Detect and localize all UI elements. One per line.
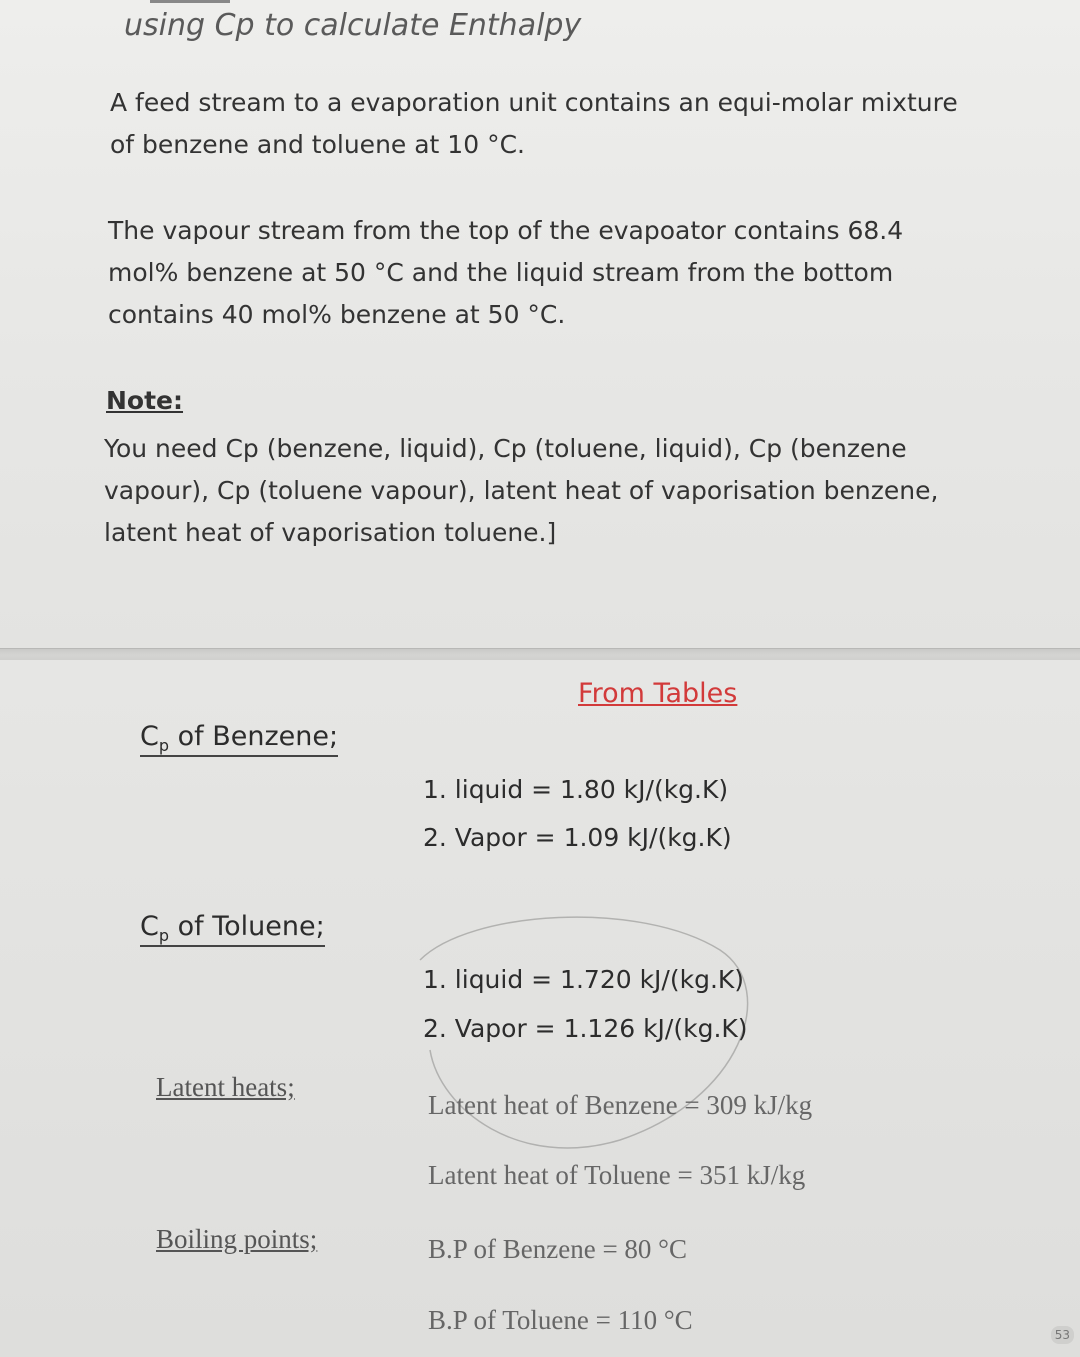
problem-paragraph-feed: A feed stream to a evaporation unit contains an equi-molar mixture of benzene and toluene at 10 °C. (110, 88, 958, 159)
page-title: using Cp to calculate Enthalpy (124, 8, 582, 43)
title-overline (150, 0, 230, 3)
cp-toluene-label-c: C (140, 911, 159, 942)
cp-toluene-liquid: 1. liquid = 1.720 kJ/(kg.K) (423, 965, 745, 994)
latent-heat-toluene: Latent heat of Toluene = 351 kJ/kg (428, 1160, 806, 1190)
problem-statement-panel (0, 0, 1080, 648)
cp-benzene-liquid: 1. liquid = 1.80 kJ/(kg.K) (423, 775, 729, 804)
page-number-badge: 53 (1051, 1326, 1074, 1344)
problem-paragraph-streams: The vapour stream from the top of the evapoator contains 68.4 mol% benzene at 50 °C and the liquid stream from the bottom contains 40 mol% benzene at 50 °C. (108, 216, 904, 329)
cp-toluene-label (140, 912, 325, 947)
boiling-point-benzene: B.P of Benzene = 80 °C (428, 1234, 687, 1264)
boiling-point-toluene: B.P of Toluene = 110 °C (428, 1305, 693, 1335)
cp-benzene-label-c: C (140, 721, 159, 752)
note-body: You need Cp (benzene, liquid), Cp (toluene, liquid), Cp (benzene vapour), Cp (toluene vapour), latent heat of vaporisation benzene, latent heat of vaporisation toluene.] (104, 434, 939, 547)
cp-toluene-vapor: 2. Vapor = 1.126 kJ/(kg.K) (423, 1014, 748, 1043)
latent-heats-label: Latent heats; (156, 1072, 295, 1102)
cp-toluene-label-text: of Toluene; (169, 911, 325, 942)
cp-benzene-label-sub: p (158, 736, 170, 755)
note-heading: Note: (106, 386, 184, 415)
cp-toluene-label-sub: p (158, 926, 170, 945)
boiling-points-label: Boiling points; (156, 1224, 318, 1254)
from-tables-heading: From Tables (578, 678, 738, 709)
cp-benzene-vapor: 2. Vapor = 1.09 kJ/(kg.K) (423, 823, 732, 852)
cp-benzene-label-text: of Benzene; (169, 721, 339, 752)
cp-benzene-label (140, 722, 338, 757)
latent-heat-benzene: Latent heat of Benzene = 309 kJ/kg (428, 1090, 813, 1120)
